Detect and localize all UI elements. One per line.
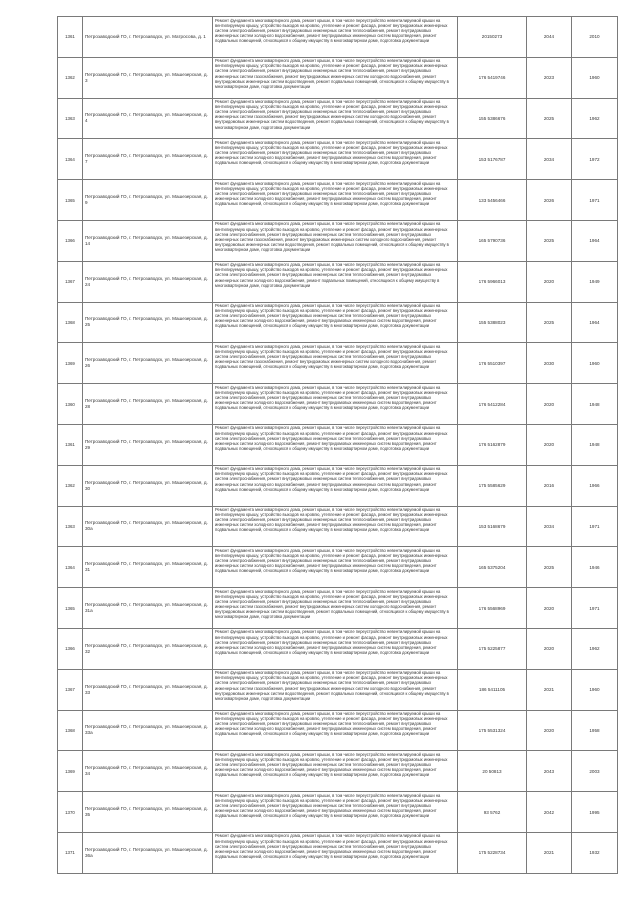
works-description-cell: Ремонт фундамента многоквартирного дома, ремонт крыши, в том числе переустройство невентилируемой крыши на вентилируемую крышу, устройство выходов на кровлю, утепление и ремонт фасада, ремонт внутридомовых инженерных систем электроснабжения, ремонт внутридомовых инженерных систем теплоснабжения, ремонт внутридомовых инженерных систем газоснабжения, ремонт внутридомовых инженерных систем холодного водоснабжения, ремонт внутридомовых инженерных систем водоотведения, ремонт подвальных помещений, относящихся к общему имуществу в многоквартирном доме, подготовка документации [213, 98, 458, 139]
cost-cell: 175 5228734 [458, 832, 527, 873]
row-number-cell: 1361 [58, 424, 83, 465]
table-row [58, 832, 618, 873]
built-year-cell: 1960 [572, 669, 618, 710]
built-year-cell: 1960 [572, 343, 618, 384]
address-cell: Петрозаводский ГО, г. Петрозаводск, ул. Машезерская, д. 34 [83, 751, 213, 792]
built-year-cell: 1960 [572, 57, 618, 98]
planned-year-cell: 2020 [527, 588, 572, 629]
planned-year-cell: 2044 [527, 17, 572, 58]
planned-year-cell: 2025 [527, 547, 572, 588]
planned-year-cell: 2021 [527, 669, 572, 710]
table-row [58, 710, 618, 751]
built-year-cell: 1966 [572, 465, 618, 506]
table-row [58, 669, 618, 710]
table-row [58, 506, 618, 547]
cost-cell: 133 5456466 [458, 180, 527, 221]
built-year-cell: 1971 [572, 588, 618, 629]
built-year-cell: 2010 [572, 17, 618, 58]
address-cell: Петрозаводский ГО, г. Петрозаводск, ул. Матросова, д. 1 [83, 17, 213, 58]
table-row [58, 465, 618, 506]
address-cell: Петрозаводский ГО, г. Петрозаводск, ул. Машезерская, д. 14 [83, 220, 213, 261]
planned-year-cell: 2042 [527, 792, 572, 833]
works-description-cell: Ремонт фундамента многоквартирного дома, ремонт крыши, в том числе переустройство невентилируемой крыши на вентилируемую крышу, устройство выходов на кровлю, утепление и ремонт фасада, ремонт внутридомовых инженерных систем электроснабжения, ремонт внутридомовых инженерных систем теплоснабжения, ремонт внутридомовых инженерных систем холодного водоснабжения, ремонт внутридомовых инженерных систем водоотведения, ремонт подвальных помещений, относящихся к общему имуществу в многоквартирном доме, подготовка документации [213, 628, 458, 669]
cost-cell: 176 5419746 [458, 57, 527, 98]
works-description-cell: Ремонт фундамента многоквартирного дома, ремонт крыши, в том числе переустройство невентилируемой крыши на вентилируемую крышу, устройство выходов на кровлю, утепление и ремонт фасада, ремонт внутридомовых инженерных систем электроснабжения, ремонт внутридомовых инженерных систем теплоснабжения, ремонт внутридомовых инженерных систем холодного водоснабжения, ремонт внутридомовых инженерных систем водоотведения, ремонт подвальных помещений, относящихся к общему имуществу в многоквартирном доме, подготовка документации [213, 17, 458, 58]
address-cell: Петрозаводский ГО, г. Петрозаводск, ул. Машезерская, д. 26 [83, 343, 213, 384]
built-year-cell: 1932 [572, 832, 618, 873]
row-number-cell: 1367 [58, 669, 83, 710]
planned-year-cell: 2016 [527, 465, 572, 506]
cost-cell: 165 5790736 [458, 220, 527, 261]
row-number-cell: 1362 [58, 465, 83, 506]
built-year-cell: 1995 [572, 792, 618, 833]
planned-year-cell: 2021 [527, 832, 572, 873]
cost-cell: 20 50813 [458, 751, 527, 792]
row-number-cell: 1370 [58, 792, 83, 833]
table-row [58, 139, 618, 180]
row-number-cell: 1361 [58, 17, 83, 58]
row-number-cell: 1363 [58, 98, 83, 139]
planned-year-cell: 2043 [527, 751, 572, 792]
built-year-cell: 1964 [572, 220, 618, 261]
built-year-cell: 1972 [572, 139, 618, 180]
works-description-cell: Ремонт фундамента многоквартирного дома, ремонт крыши, в том числе переустройство невентилируемой крыши на вентилируемую крышу, устройство выходов на кровлю, утепление и ремонт фасада, ремонт внутридомовых инженерных систем электроснабжения, ремонт внутридомовых инженерных систем теплоснабжения, ремонт внутридомовых инженерных систем газоснабжения, ремонт внутридомовых инженерных систем холодного водоснабжения, ремонт внутридомовых инженерных систем водоотведения, ремонт подвальных помещений, относящихся к общему имуществу в многоквартирном доме, подготовка документации [213, 220, 458, 261]
works-description-cell: Ремонт фундамента многоквартирного дома, ремонт крыши, в том числе переустройство невентилируемой крыши на вентилируемую крышу, устройство выходов на кровлю, утепление и ремонт фасада, ремонт внутридомовых инженерных систем электроснабжения, ремонт внутридомовых инженерных систем теплоснабжения, ремонт внутридомовых инженерных систем холодного водоснабжения, ремонт внутридомовых инженерных систем водоотведения, ремонт подвальных помещений, относящихся к общему имуществу в многоквартирном доме, подготовка документации [213, 465, 458, 506]
table-row [58, 792, 618, 833]
works-description-cell: Ремонт фундамента многоквартирного дома, ремонт крыши, в том числе переустройство невентилируемой крыши на вентилируемую крышу, устройство выходов на кровлю, утепление и ремонт фасада, ремонт внутридомовых инженерных систем электроснабжения, ремонт внутридомовых инженерных систем теплоснабжения, ремонт внутридомовых инженерных систем холодного водоснабжения, ремонт внутридомовых инженерных систем водоотведения, ремонт подвальных помещений, относящихся к общему имуществу в многоквартирном доме, подготовка документации [213, 751, 458, 792]
table-row [58, 547, 618, 588]
address-cell: Петрозаводский ГО, г. Петрозаводск, ул. Машезерская, д. 33а [83, 710, 213, 751]
cost-cell: 176 5162879 [458, 424, 527, 465]
cost-cell: 186 5411105 [458, 669, 527, 710]
cost-cell: 176 5510397 [458, 343, 527, 384]
address-cell: Петрозаводский ГО, г. Петрозаводск, ул. Машезерская, д. 33 [83, 669, 213, 710]
works-description-cell: Ремонт фундамента многоквартирного дома, ремонт крыши, в том числе переустройство невентилируемой крыши на вентилируемую крышу, устройство выходов на кровлю, утепление и ремонт фасада, ремонт внутридомовых инженерных систем электроснабжения, ремонт внутридомовых инженерных систем теплоснабжения, ремонт внутридомовых инженерных систем холодного водоснабжения, ремонт внутридомовых инженерных систем водоотведения, ремонт подвальных помещений, относящихся к общему имуществу в многоквартирном доме, подготовка документации [213, 547, 458, 588]
cost-cell: 175 5585629 [458, 465, 527, 506]
built-year-cell: 1958 [572, 710, 618, 751]
row-number-cell: 1367 [58, 261, 83, 302]
row-number-cell: 1364 [58, 547, 83, 588]
address-cell: Петрозаводский ГО, г. Петрозаводск, ул. Машезерская, д. 28 [83, 384, 213, 425]
row-number-cell: 1363 [58, 506, 83, 547]
works-description-cell: Ремонт фундамента многоквартирного дома, ремонт крыши, в том числе переустройство невентилируемой крыши на вентилируемую крышу, устройство выходов на кровлю, утепление и ремонт фасада, ремонт внутридомовых инженерных систем электроснабжения, ремонт внутридомовых инженерных систем теплоснабжения, ремонт внутридомовых инженерных систем холодного водоснабжения, ремонт подвальных помещений, относящихся к общему имуществу в многоквартирном доме, подготовка документации [213, 261, 458, 302]
row-number-cell: 1369 [58, 751, 83, 792]
address-cell: Петрозаводский ГО, г. Петрозаводск, ул. Машезерская, д. 30а [83, 506, 213, 547]
address-cell: Петрозаводский ГО, г. Петрозаводск, ул. Машезерская, д. 32 [83, 628, 213, 669]
address-cell: Петрозаводский ГО, г. Петрозаводск, ул. Машезерская, д. 4 [83, 98, 213, 139]
works-description-cell: Ремонт фундамента многоквартирного дома, ремонт крыши, в том числе переустройство невентилируемой крыши на вентилируемую крышу, устройство выходов на кровлю, утепление и ремонт фасада, ремонт внутридомовых инженерных систем электроснабжения, ремонт внутридомовых инженерных систем теплоснабжения, ремонт внутридомовых инженерных систем газоснабжения, ремонт внутридомовых инженерных систем холодного водоснабжения, ремонт подвальных помещений, относящихся к общему имуществу в многоквартирном доме, подготовка документации [213, 343, 458, 384]
row-number-cell: 1360 [58, 384, 83, 425]
planned-year-cell: 2020 [527, 710, 572, 751]
planned-year-cell: 2026 [527, 180, 572, 221]
planned-year-cell: 2025 [527, 302, 572, 343]
cost-cell: 176 5966013 [458, 261, 527, 302]
built-year-cell: 1948 [572, 424, 618, 465]
cost-cell: 153 5168679 [458, 506, 527, 547]
works-description-cell: Ремонт фундамента многоквартирного дома, ремонт крыши, в том числе переустройство невентилируемой крыши на вентилируемую крышу, устройство выходов на кровлю, утепление и ремонт фасада, ремонт внутридомовых инженерных систем электроснабжения, ремонт внутридомовых инженерных систем теплоснабжения, ремонт внутридомовых инженерных систем газоснабжения, ремонт внутридомовых инженерных систем холодного водоснабжения, ремонт внутридомовых инженерных систем водоотведения, ремонт подвальных помещений, относящихся к общему имуществу в многоквартирном доме, подготовка документации [213, 57, 458, 98]
address-cell: Петрозаводский ГО, г. Петрозаводск, ул. Машезерская, д. 9 [83, 180, 213, 221]
planned-year-cell: 2025 [527, 98, 572, 139]
table-row [58, 57, 618, 98]
cost-cell: 175 5225877 [458, 628, 527, 669]
row-number-cell: 1371 [58, 832, 83, 873]
table-row [58, 98, 618, 139]
row-number-cell: 1368 [58, 302, 83, 343]
cost-cell: 176 5412284 [458, 384, 527, 425]
works-description-cell: Ремонт фундамента многоквартирного дома, ремонт крыши, в том числе переустройство невентилируемой крыши на вентилируемую крышу, устройство выходов на кровлю, утепление и ремонт фасада, ремонт внутридомовых инженерных систем электроснабжения, ремонт внутридомовых инженерных систем теплоснабжения, ремонт внутридомовых инженерных систем холодного водоснабжения, ремонт внутридомовых инженерных систем водоотведения, ремонт подвальных помещений, относящихся к общему имуществу в многоквартирном доме, подготовка документации [213, 506, 458, 547]
address-cell: Петрозаводский ГО, г. Петрозаводск, ул. Машезерская, д. 7 [83, 139, 213, 180]
planned-year-cell: 2020 [527, 261, 572, 302]
planned-year-cell: 2034 [527, 139, 572, 180]
works-description-cell: Ремонт фундамента многоквартирного дома, ремонт крыши, в том числе переустройство невентилируемой крыши на вентилируемую крышу, устройство выходов на кровлю, утепление и ремонт фасада, ремонт внутридомовых инженерных систем электроснабжения, ремонт внутридомовых инженерных систем теплоснабжения, ремонт внутридомовых инженерных систем газоснабжения, ремонт внутридомовых инженерных систем холодного водоснабжения, ремонт внутридомовых инженерных систем водоотведения, ремонт подвальных помещений, относящихся к общему имуществу в многоквартирном доме, подготовка документации [213, 588, 458, 629]
cost-cell: 155 5386676 [458, 98, 527, 139]
cost-cell: 155 5388023 [458, 302, 527, 343]
cost-cell: 165 5375204 [458, 547, 527, 588]
address-cell: Петрозаводский ГО, г. Петрозаводск, ул. Машезерская, д. 36а [83, 832, 213, 873]
works-description-cell: Ремонт фундамента многоквартирного дома, ремонт крыши, в том числе переустройство невентилируемой крыши на вентилируемую крышу, устройство выходов на кровлю, утепление и ремонт фасада, ремонт внутридомовых инженерных систем электроснабжения, ремонт внутридомовых инженерных систем теплоснабжения, ремонт внутридомовых инженерных систем холодного водоснабжения, ремонт внутридомовых инженерных систем водоотведения, ремонт подвальных помещений, относящихся к общему имуществу в многоквартирном доме, подготовка документации [213, 710, 458, 751]
planned-year-cell: 2030 [527, 343, 572, 384]
table-row [58, 751, 618, 792]
table-row [58, 628, 618, 669]
address-cell: Петрозаводский ГО, г. Петрозаводск, ул. Машезерская, д. 24 [83, 261, 213, 302]
address-cell: Петрозаводский ГО, г. Петрозаводск, ул. Машезерская, д. 31 [83, 547, 213, 588]
works-description-cell: Ремонт фундамента многоквартирного дома, ремонт крыши, в том числе переустройство невентилируемой крыши на вентилируемую крышу, устройство выходов на кровлю, утепление и ремонт фасада, ремонт внутридомовых инженерных систем электроснабжения, ремонт внутридомовых инженерных систем теплоснабжения, ремонт внутридомовых инженерных систем газоснабжения, ремонт внутридомовых инженерных систем холодного водоснабжения, ремонт внутридомовых инженерных систем водоотведения, ремонт подвальных помещений, относящихся к общему имуществу в многоквартирном доме, подготовка документации [213, 669, 458, 710]
row-number-cell: 1364 [58, 139, 83, 180]
address-cell: Петрозаводский ГО, г. Петрозаводск, ул. Машезерская, д. 3 [83, 57, 213, 98]
table-row [58, 180, 618, 221]
cost-cell: 153 5176787 [458, 139, 527, 180]
row-number-cell: 1368 [58, 710, 83, 751]
row-number-cell: 1362 [58, 57, 83, 98]
table-row [58, 343, 618, 384]
row-number-cell: 1365 [58, 588, 83, 629]
cost-cell: 20150273 [458, 17, 527, 58]
works-description-cell: Ремонт фундамента многоквартирного дома, ремонт крыши, в том числе переустройство невентилируемой крыши на вентилируемую крышу, устройство выходов на кровлю, утепление и ремонт фасада, ремонт внутридомовых инженерных систем электроснабжения, ремонт внутридомовых инженерных систем теплоснабжения, ремонт внутридомовых инженерных систем холодного водоснабжения, ремонт внутридомовых инженерных систем водоотведения, ремонт подвальных помещений, относящихся к общему имуществу в многоквартирном доме, подготовка документации [213, 384, 458, 425]
address-cell: Петрозаводский ГО, г. Петрозаводск, ул. Машезерская, д. 30 [83, 465, 213, 506]
table-row [58, 424, 618, 465]
address-cell: Петрозаводский ГО, г. Петрозаводск, ул. Машезерская, д. 29 [83, 424, 213, 465]
table-row [58, 17, 618, 58]
table-body [58, 17, 618, 874]
planned-year-cell: 2020 [527, 424, 572, 465]
table-row [58, 588, 618, 629]
built-year-cell: 2003 [572, 751, 618, 792]
works-description-cell: Ремонт фундамента многоквартирного дома, ремонт крыши, в том числе переустройство невентилируемой крыши на вентилируемую крышу, устройство выходов на кровлю, утепление и ремонт фасада, ремонт внутридомовых инженерных систем электроснабжения, ремонт внутридомовых инженерных систем теплоснабжения, ремонт внутридомовых инженерных систем холодного водоснабжения, ремонт внутридомовых инженерных систем водоотведения, ремонт подвальных помещений, относящихся к общему имуществу в многоквартирном доме, подготовка документации [213, 139, 458, 180]
built-year-cell: 1971 [572, 180, 618, 221]
built-year-cell: 1971 [572, 506, 618, 547]
works-description-cell: Ремонт фундамента многоквартирного дома, ремонт крыши, в том числе переустройство невентилируемой крыши на вентилируемую крышу, устройство выходов на кровлю, утепление и ремонт фасада, ремонт внутридомовых инженерных систем электроснабжения, ремонт внутридомовых инженерных систем теплоснабжения, ремонт внутридомовых инженерных систем холодного водоснабжения, ремонт внутридомовых инженерных систем водоотведения, ремонт подвальных помещений, относящихся к общему имуществу в многоквартирном доме, подготовка документации [213, 302, 458, 343]
built-year-cell: 1948 [572, 384, 618, 425]
address-cell: Петрозаводский ГО, г. Петрозаводск, ул. Машезерская, д. 35 [83, 792, 213, 833]
planned-year-cell: 2025 [527, 220, 572, 261]
table-row [58, 302, 618, 343]
address-cell: Петрозаводский ГО, г. Петрозаводск, ул. Машезерская, д. 25 [83, 302, 213, 343]
works-description-cell: Ремонт фундамента многоквартирного дома, ремонт крыши, в том числе переустройство невентилируемой крыши на вентилируемую крышу, устройство выходов на кровлю, утепление и ремонт фасада, ремонт внутридомовых инженерных систем электроснабжения, ремонт внутридомовых инженерных систем теплоснабжения, ремонт внутридомовых инженерных систем холодного водоснабжения, ремонт внутридомовых инженерных систем водоотведения, ремонт подвальных помещений, относящихся к общему имуществу в многоквартирном доме, подготовка документации [213, 180, 458, 221]
built-year-cell: 1964 [572, 302, 618, 343]
built-year-cell: 1946 [572, 547, 618, 588]
table-row [58, 384, 618, 425]
row-number-cell: 1365 [58, 180, 83, 221]
capital-repair-table [57, 16, 618, 874]
cost-cell: 93 5762 [458, 792, 527, 833]
row-number-cell: 1369 [58, 343, 83, 384]
row-number-cell: 1366 [58, 628, 83, 669]
works-description-cell: Ремонт фундамента многоквартирного дома, ремонт крыши, в том числе переустройство невентилируемой крыши на вентилируемую крышу, устройство выходов на кровлю, утепление и ремонт фасада, ремонт внутридомовых инженерных систем электроснабжения, ремонт внутридомовых инженерных систем теплоснабжения, ремонт внутридомовых инженерных систем холодного водоснабжения, ремонт внутридомовых инженерных систем водоотведения, ремонт подвальных помещений, относящихся к общему имуществу в многоквартирном доме, подготовка документации [213, 792, 458, 833]
planned-year-cell: 2034 [527, 506, 572, 547]
cost-cell: 175 5531324 [458, 710, 527, 751]
cost-cell: 176 5568969 [458, 588, 527, 629]
built-year-cell: 1962 [572, 628, 618, 669]
built-year-cell: 1949 [572, 261, 618, 302]
table-row [58, 261, 618, 302]
document-page [57, 16, 607, 874]
row-number-cell: 1366 [58, 220, 83, 261]
works-description-cell: Ремонт фундамента многоквартирного дома, ремонт крыши, в том числе переустройство невентилируемой крыши на вентилируемую крышу, устройство выходов на кровлю, утепление и ремонт фасада, ремонт внутридомовых инженерных систем электроснабжения, ремонт внутридомовых инженерных систем теплоснабжения, ремонт внутридомовых инженерных систем холодного водоснабжения, ремонт внутридомовых инженерных систем водоотведения, ремонт подвальных помещений, относящихся к общему имуществу в многоквартирном доме, подготовка документации [213, 832, 458, 873]
table-row [58, 220, 618, 261]
planned-year-cell: 2020 [527, 384, 572, 425]
built-year-cell: 1962 [572, 98, 618, 139]
planned-year-cell: 2023 [527, 57, 572, 98]
planned-year-cell: 2020 [527, 628, 572, 669]
works-description-cell: Ремонт фундамента многоквартирного дома, ремонт крыши, в том числе переустройство невентилируемой крыши на вентилируемую крышу, устройство выходов на кровлю, утепление и ремонт фасада, ремонт внутридомовых инженерных систем электроснабжения, ремонт внутридомовых инженерных систем теплоснабжения, ремонт внутридомовых инженерных систем холодного водоснабжения, ремонт внутридомовых инженерных систем водоотведения, ремонт подвальных помещений, относящихся к общему имуществу в многоквартирном доме, подготовка документации [213, 424, 458, 465]
address-cell: Петрозаводский ГО, г. Петрозаводск, ул. Машезерская, д. 31а [83, 588, 213, 629]
